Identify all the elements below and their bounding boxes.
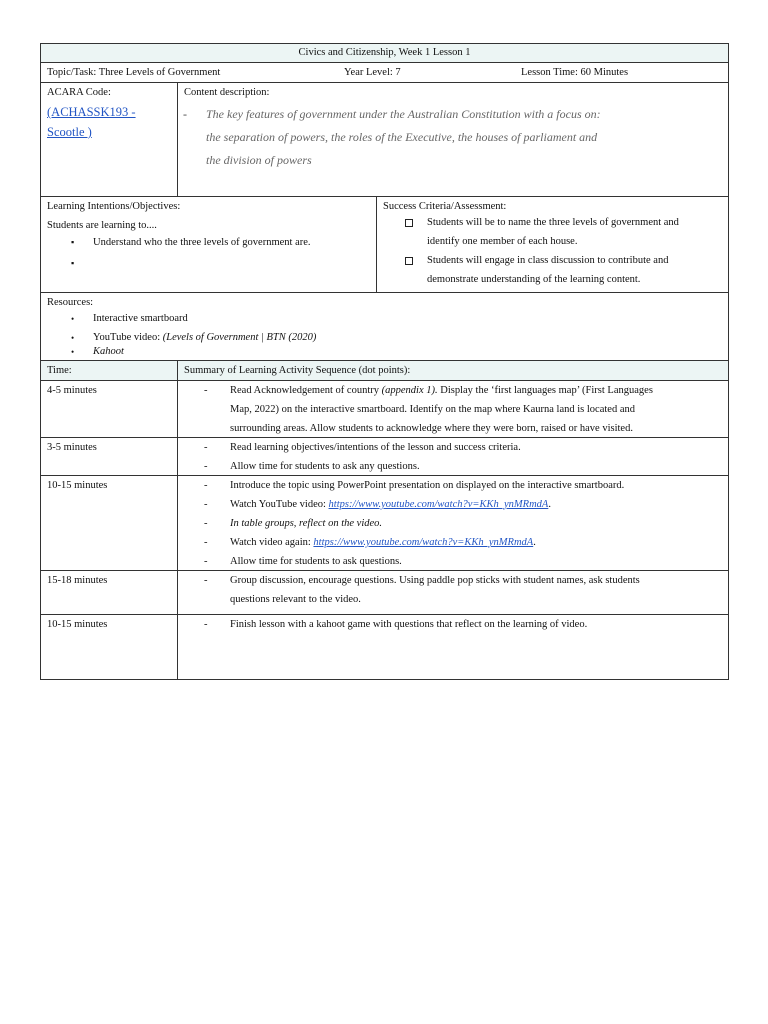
- activity-text: Watch YouTube video:: [230, 499, 329, 510]
- resources-label: Resources:: [47, 297, 94, 308]
- schedule-time: 10-15 minutes: [41, 615, 178, 679]
- activity-line: Finish lesson with a kahoot game with questions that reflect on the learning of video.: [230, 619, 588, 630]
- bullet-icon: •: [71, 333, 75, 343]
- content-cell: [178, 83, 728, 196]
- schedule-activity: [178, 615, 728, 679]
- dash-bullet: -: [204, 480, 208, 491]
- resources-row: [40, 293, 729, 361]
- summary-header: Summary of Learning Activity Sequence (dot points):: [184, 365, 411, 376]
- resources-cell: [41, 293, 728, 360]
- activity-text: .: [533, 537, 536, 548]
- learning-intro: Students are learning to....: [47, 220, 157, 231]
- learning-cell: [41, 197, 377, 292]
- resource-item: [93, 328, 316, 347]
- schedule-time: 3-5 minutes: [41, 438, 178, 475]
- dash-bullet: -: [204, 619, 208, 630]
- dash-bullet: -: [204, 518, 208, 529]
- topic-row: [40, 63, 729, 83]
- schedule-row: [40, 615, 729, 680]
- activity-text: Watch video again:: [230, 537, 314, 548]
- lesson-time: Lesson Time: 60 Minutes: [521, 67, 629, 78]
- success-item-line: demonstrate understanding of the learning content.: [427, 274, 641, 285]
- schedule-activity: [178, 381, 728, 437]
- activity-text: .: [548, 499, 551, 510]
- learning-label: Learning Intentions/Objectives:: [47, 201, 181, 212]
- dash-bullet: -: [204, 461, 208, 472]
- lesson-title: Civics and Citizenship, Week 1 Lesson 1: [298, 47, 471, 58]
- schedule-activity: [178, 476, 728, 570]
- dash-bullet: -: [204, 499, 208, 510]
- dash-bullet: -: [204, 442, 208, 453]
- activity-text: Read Acknowledgement of country: [230, 385, 382, 396]
- schedule-row: [40, 381, 729, 438]
- objectives-row: [40, 197, 729, 293]
- success-item-line: Students will engage in class discussion to contribute and: [427, 255, 669, 266]
- activity-line: [230, 381, 653, 400]
- year-level: Year Level: 7: [344, 67, 401, 78]
- resource-item: Interactive smartboard: [93, 313, 188, 324]
- resource-item: Kahoot: [93, 346, 124, 357]
- appendix-ref: (appendix 1).: [381, 385, 438, 396]
- activity-line: In table groups, reflect on the video.: [230, 518, 383, 529]
- content-label: Content description:: [184, 87, 270, 98]
- dash-bullet: -: [204, 556, 208, 567]
- content-description: [183, 103, 676, 172]
- square-bullet-icon: ▪: [71, 258, 75, 268]
- activity-line: surrounding areas. Allow students to acknowledge where they were born, raised or have visited.: [230, 423, 633, 434]
- schedule-time: 10-15 minutes: [41, 476, 178, 570]
- lesson-plan-table: [40, 43, 729, 680]
- topic-task: Topic/Task: Three Levels of Government: [47, 67, 221, 78]
- dash-bullet: -: [183, 107, 187, 121]
- time-header: Time:: [41, 361, 178, 380]
- schedule-time: 4-5 minutes: [41, 381, 178, 437]
- checkbox-icon: [405, 219, 413, 227]
- dash-bullet: -: [204, 537, 208, 548]
- dash-bullet: -: [204, 385, 208, 396]
- acara-code-link[interactable]: (ACHASSK193 -: [47, 105, 136, 119]
- activity-line: [230, 533, 536, 552]
- bullet-icon: •: [71, 347, 75, 357]
- resource-youtube-prefix: YouTube video:: [93, 332, 163, 343]
- acara-cell: [41, 83, 178, 196]
- schedule-activity: [178, 438, 728, 475]
- activity-line: Allow time for students to ask questions.: [230, 556, 402, 567]
- activity-line: Allow time for students to ask any questions.: [230, 461, 420, 472]
- content-line: the division of powers: [206, 153, 312, 167]
- resource-youtube-title: (Levels of Government | BTN (2020): [162, 332, 317, 343]
- activity-line: Introduce the topic using PowerPoint presentation on displayed on the interactive smartboard.: [230, 480, 625, 491]
- activity-line: Read learning objectives/intentions of the lesson and success criteria.: [230, 442, 521, 453]
- learning-item: Understand who the three levels of government are.: [93, 237, 311, 248]
- acara-content-row: [40, 83, 729, 197]
- schedule-row: [40, 476, 729, 571]
- lesson-title-row: [40, 43, 729, 63]
- youtube-link[interactable]: https://www.youtube.com/watch?v=KKh_ynMRmdA: [313, 537, 534, 548]
- activity-line: Map, 2022) on the interactive smartboard. Identify on the map where Kaurna land is located and: [230, 404, 635, 415]
- content-line: the separation of powers, the roles of the Executive, the houses of parliament and: [206, 130, 598, 144]
- content-line: The key features of government under the Australian Constitution with a focus on:: [206, 107, 601, 121]
- square-bullet-icon: ▪: [71, 237, 75, 247]
- checkbox-icon: [405, 257, 413, 265]
- schedule-row: [40, 571, 729, 615]
- activity-line: questions relevant to the video.: [230, 594, 361, 605]
- bullet-icon: •: [71, 314, 75, 324]
- success-item-line: Students will be to name the three levels of government and: [427, 217, 679, 228]
- activity-line: Group discussion, encourage questions. Using paddle pop sticks with student names, ask students: [230, 575, 640, 586]
- schedule-activity: [178, 571, 728, 614]
- success-label: Success Criteria/Assessment:: [383, 201, 507, 212]
- activity-line: [230, 495, 551, 514]
- acara-label: ACARA Code:: [47, 87, 111, 98]
- schedule-header-row: [40, 361, 729, 381]
- activity-text: Display the ‘first languages map’ (First Languages: [437, 385, 653, 396]
- schedule-row: [40, 438, 729, 476]
- success-item-line: identify one member of each house.: [427, 236, 578, 247]
- youtube-link[interactable]: https://www.youtube.com/watch?v=KKh_ynMRmdA: [328, 499, 549, 510]
- dash-bullet: -: [204, 575, 208, 586]
- schedule-time: 15-18 minutes: [41, 571, 178, 614]
- acara-code-link-cont[interactable]: Scootle ): [47, 125, 92, 139]
- success-cell: [377, 197, 728, 292]
